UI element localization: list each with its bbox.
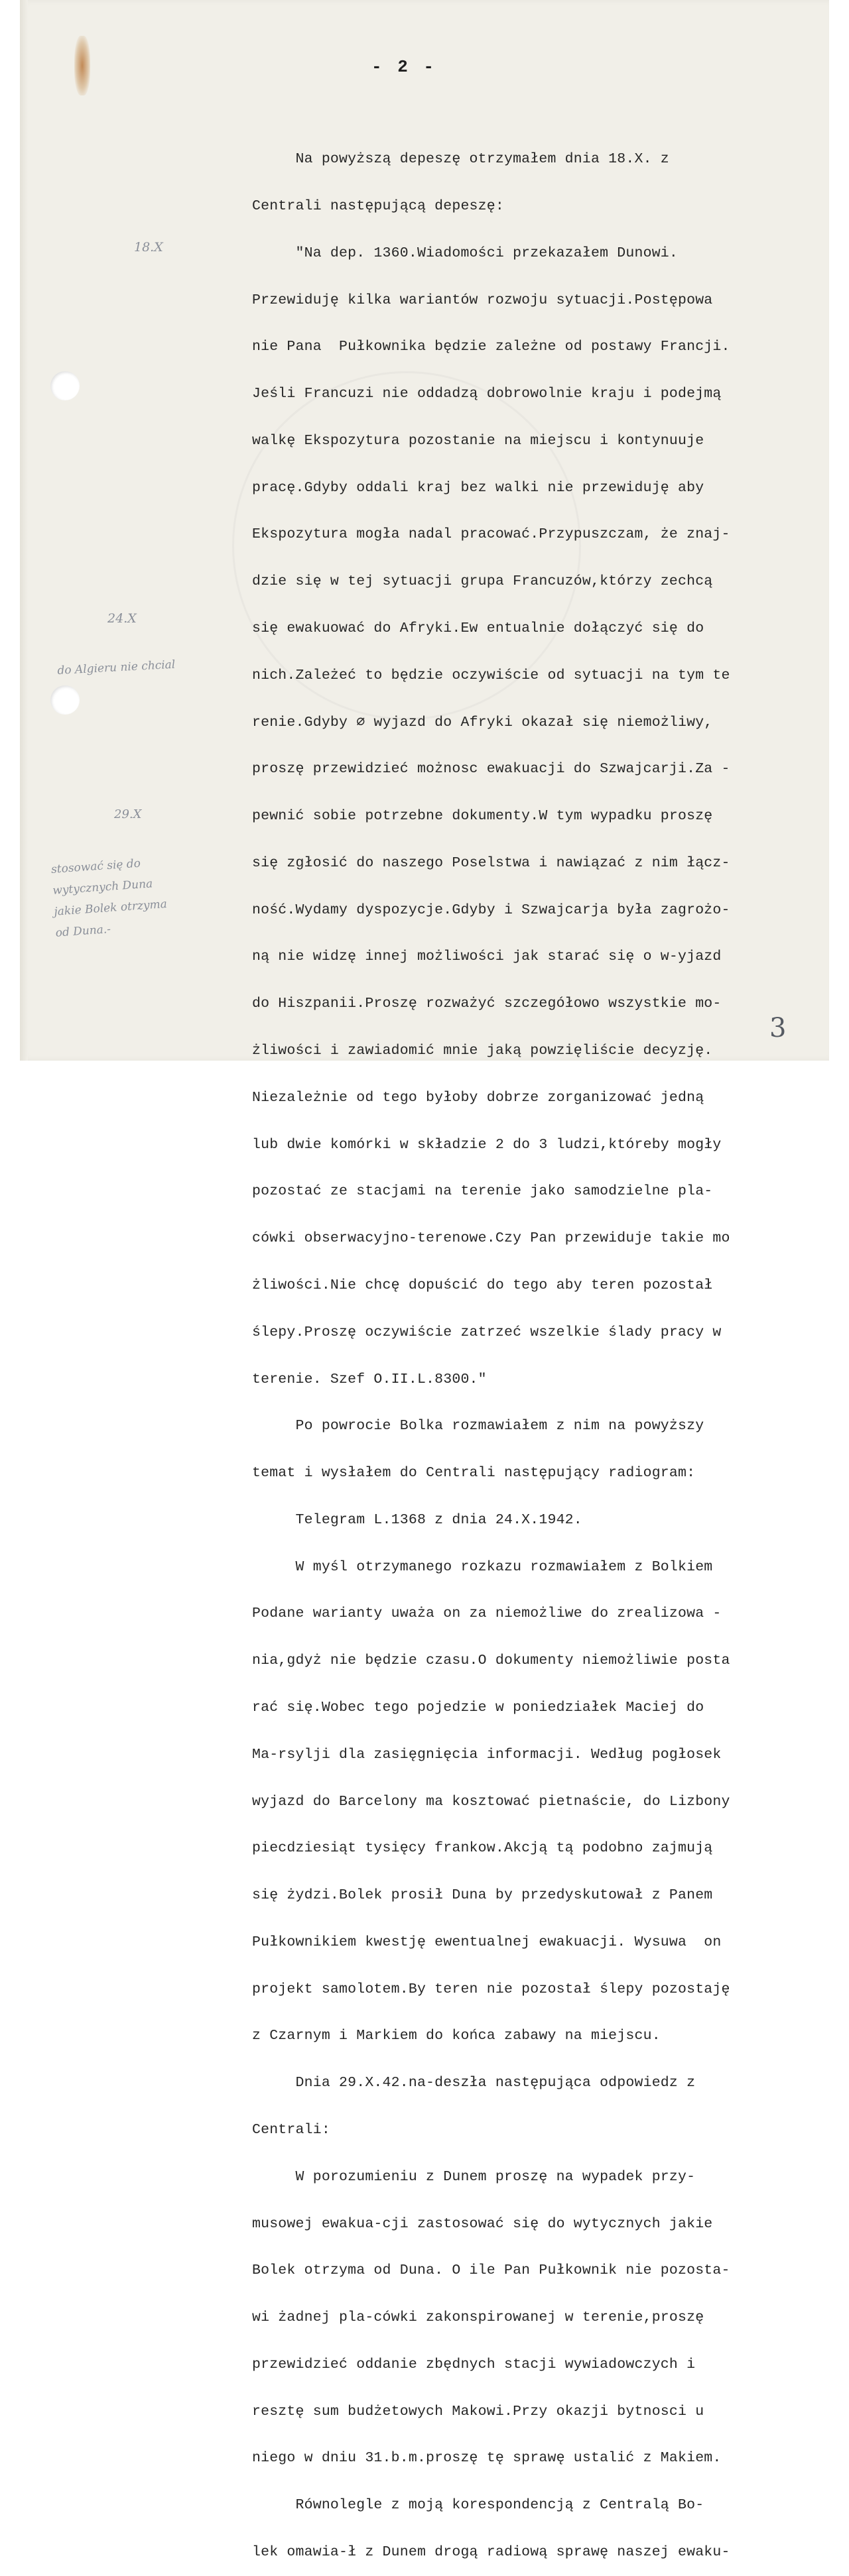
text-line: Ekspozytura mogła nadal pracować.Przypuszczam, że znaj- xyxy=(252,526,730,543)
text-line: dzie się w tej sytuacji grupa Francuzów,którzy zechcą xyxy=(252,573,713,590)
text-line: Po powrocie Bolka rozmawiałem z nim na powyższy xyxy=(252,1418,704,1434)
page-edge xyxy=(20,0,28,1061)
text-line: piecdziesiąt tysięcy frankow.Akcją tą podobno zajmują xyxy=(252,1840,713,1857)
text-line: Na powyższą depeszę otrzymałem dnia 18.X. z xyxy=(252,151,669,168)
text-line: W myśl otrzymanego rozkazu rozmawiałem z Bolkiem xyxy=(252,1558,713,1575)
text-line: proszę przewidzieć możnosc ewakuacji do Szwajcarji.Za - xyxy=(252,761,730,778)
text-line: projekt samolotem.By teren nie pozostał ślepy pozostaję xyxy=(252,1981,730,1997)
text-line: walkę Ekspozytura pozostanie na miejscu i kontynuuje xyxy=(252,432,704,449)
text-line: Jeśli Francuzi nie oddadzą dobrowolnie kraju i podejmą xyxy=(252,386,722,402)
text-line: Ma-rsylji dla zasięgnięcia informacji. Według pogłosek xyxy=(252,1746,722,1763)
text-line: Dnia 29.X.42.na-deszła następująca odpowiedz z xyxy=(252,2075,696,2091)
text-line: Telegram L.1368 z dnia 24.X.1942. xyxy=(252,1511,582,1528)
text-line: "Na dep. 1360.Wiadomości przekazałem Dunowi. xyxy=(252,245,679,261)
text-line: lek omawia-ł z Dunem drogą radiową sprawę naszej ewaku- xyxy=(252,2544,730,2561)
text-line: żliwości.Nie chcę dopuścić do tego aby teren pozostał xyxy=(252,1277,713,1293)
text-line: niego w dniu 31.b.m.proszę tę sprawę ustalić z Makiem. xyxy=(252,2450,722,2467)
text-line: Podane warianty uważa on za niemożliwe do zrealizowa - xyxy=(252,1606,722,1622)
text-line: ność.Wydamy dyspozycje.Gdyby i Szwajcarja była zagrożo- xyxy=(252,902,730,918)
text-line: Równolegle z moją korespondencją z Centralą Bo- xyxy=(252,2497,704,2514)
text-line: rać się.Wobec tego pojedzie w poniedziałek Maciej do xyxy=(252,1699,704,1716)
text-line: Niezależnie od tego byłoby dobrze zorganizować jedną xyxy=(252,1089,704,1106)
text-line: cówki obserwacyjno-terenowe.Czy Pan przewiduje takie mo xyxy=(252,1230,730,1247)
text-line: resztę sum budżetowych Makowi.Przy okazji bytnosci u xyxy=(252,2403,704,2420)
margin-note-instructions: stosować się do wytycznych Duna jakie Bolek otrzyma od Duna.- xyxy=(50,856,168,940)
margin-note-date-24x: 24.X xyxy=(107,611,137,626)
text-line: Centrali: xyxy=(252,2122,330,2138)
punch-hole-bottom xyxy=(50,685,80,715)
text-line: się ewakuować do Afryki.Ew entualnie dołączyć się do xyxy=(252,620,704,636)
text-line: ną nie widzę innej możliwości jak starać się o w-yjazd xyxy=(252,949,722,965)
text-line: pracę.Gdyby oddali kraj bez walki nie przewiduję aby xyxy=(252,479,704,496)
text-line: W porozumieniu z Dunem proszę na wypadek przy- xyxy=(252,2168,696,2185)
text-line: terenie. Szef O.II.L.8300." xyxy=(252,1371,487,1387)
punch-hole-top xyxy=(50,371,80,400)
text-line: pozostać ze stacjami na terenie jako samodzielne pla- xyxy=(252,1183,713,1200)
margin-note-date-29x: 29.X xyxy=(114,807,142,821)
text-line: Przewiduję kilka wariantów rozwoju sytuacji.Postępowa xyxy=(252,292,713,308)
text-line: wi żadnej pla-cówki zakonspirowanej w terenie,proszę xyxy=(252,2310,704,2326)
text-line: się żydzi.Bolek prosił Duna by przedyskutował z Panem xyxy=(252,1887,713,1904)
page-number: - 2 - xyxy=(371,57,437,77)
text-line: ślepy.Proszę oczywiście zatrzeć wszelkie ślady pracy w xyxy=(252,1324,722,1340)
margin-note-date-18x: 18.X xyxy=(134,240,163,255)
text-line: temat i wysłałem do Centrali następujący radiogram: xyxy=(252,1465,696,1482)
margin-note-algier: do Algieru nie chcial xyxy=(57,658,176,677)
typed-body xyxy=(252,121,822,2576)
text-line: musowej ewakua-cji zastosować się do wytycznych jakie xyxy=(252,2215,713,2232)
text-line: do Hiszpanii.Proszę rozważyć szczegółowo wszystkie mo- xyxy=(252,996,722,1012)
text-line: renie.Gdyby ⌀ wyjazd do Afryki okazał się niemożliwy, xyxy=(252,714,713,731)
text-line: nie Pana Pułkownika będzie zależne od postawy Francji. xyxy=(252,339,730,355)
text-line: się zgłosić do naszego Poselstwa i nawiązać z nim łącz- xyxy=(252,854,730,871)
text-line: Bolek otrzyma od Duna. O ile Pan Pułkownik nie pozosta- xyxy=(252,2262,730,2279)
text-line: pewnić sobie potrzebne dokumenty.W tym wypadku proszę xyxy=(252,808,713,825)
folio-number: 3 xyxy=(769,1013,787,1043)
text-line: Centrali następującą depeszę: xyxy=(252,198,504,214)
text-line: nich.Zależeć to będzie oczywiście od sytuacji na tym te xyxy=(252,667,730,683)
text-line: żliwości i zawiadomić mnie jaką powzięliście decyzję. xyxy=(252,1043,713,1059)
text-line: lub dwie komórki w składzie 2 do 3 ludzi,któreby mogły xyxy=(252,1136,722,1153)
text-line: z Czarnym i Markiem do końca zabawy na miejscu. xyxy=(252,2028,661,2044)
text-line: Pułkownikiem kwestję ewentualnej ewakuacji. Wysuwa on xyxy=(252,1934,722,1950)
text-line: przewidzieć oddanie zbędnych stacji wywiadowczych i xyxy=(252,2356,696,2372)
rust-stain xyxy=(74,36,90,95)
text-line: nia,gdyż nie będzie czasu.O dokumenty niemożliwie posta xyxy=(252,1653,730,1669)
text-line: wyjazd do Barcelony ma kosztować pietnaście, do Lizbony xyxy=(252,1793,730,1810)
